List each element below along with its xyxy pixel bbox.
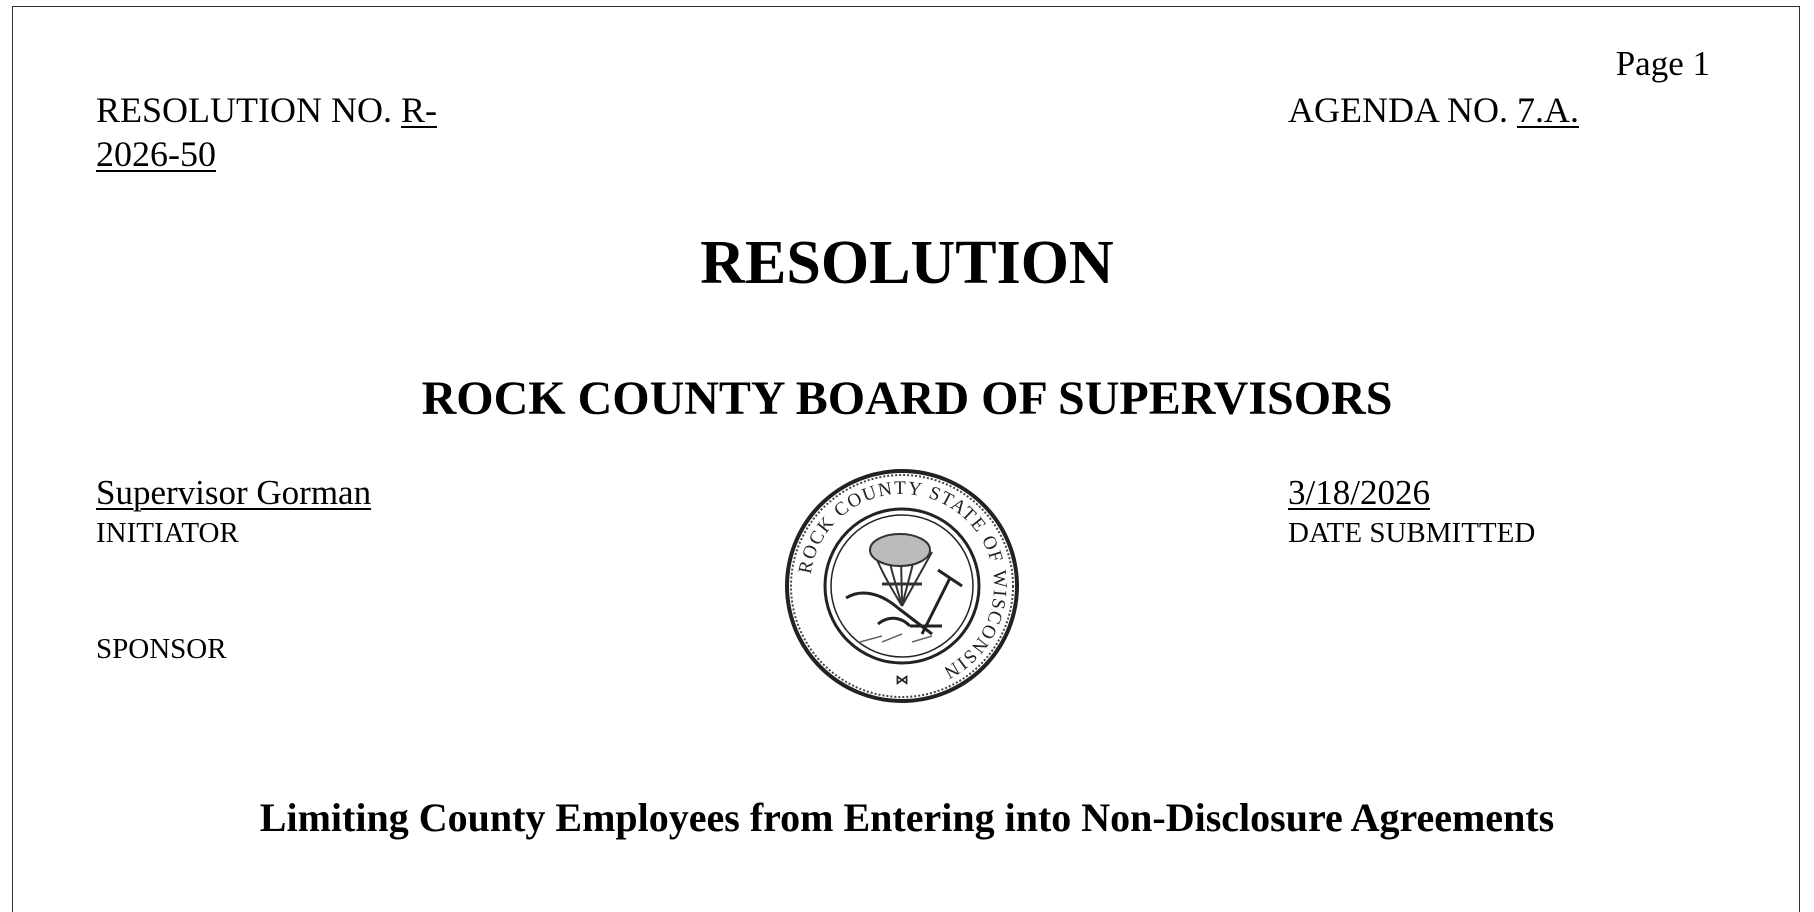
date-submitted-value: 3/18/2026 — [1288, 473, 1430, 512]
initiator-name: Supervisor Gorman — [96, 473, 372, 512]
initiator-label: INITIATOR — [96, 517, 239, 549]
agenda-number — [1288, 88, 1579, 132]
page-number: Page 1 — [1615, 44, 1710, 83]
document-title: RESOLUTION — [700, 229, 1114, 297]
svg-text:⋈: ⋈ — [895, 672, 909, 687]
board-name: ROCK COUNTY BOARD OF SUPERVISORS — [421, 372, 1393, 425]
date-submitted-label: DATE SUBMITTED — [1288, 517, 1536, 549]
resolution-number-label: RESOLUTION NO. — [96, 90, 401, 130]
resolution-subject: Limiting County Employees from Entering into Non-Disclosure Agreements — [259, 795, 1555, 840]
agenda-number-label: AGENDA NO. — [1288, 90, 1517, 130]
sponsor-label: SPONSOR — [96, 633, 227, 665]
resolution-number-value: R-2026-50 — [96, 90, 437, 174]
agenda-number-value: 7.A. — [1517, 90, 1579, 130]
svg-text:ROCK COUNTY STATE OF WISCONSIN: ROCK COUNTY STATE OF WISCONSIN — [794, 477, 1011, 684]
resolution-number — [96, 88, 516, 176]
county-seal-icon — [782, 466, 1022, 706]
